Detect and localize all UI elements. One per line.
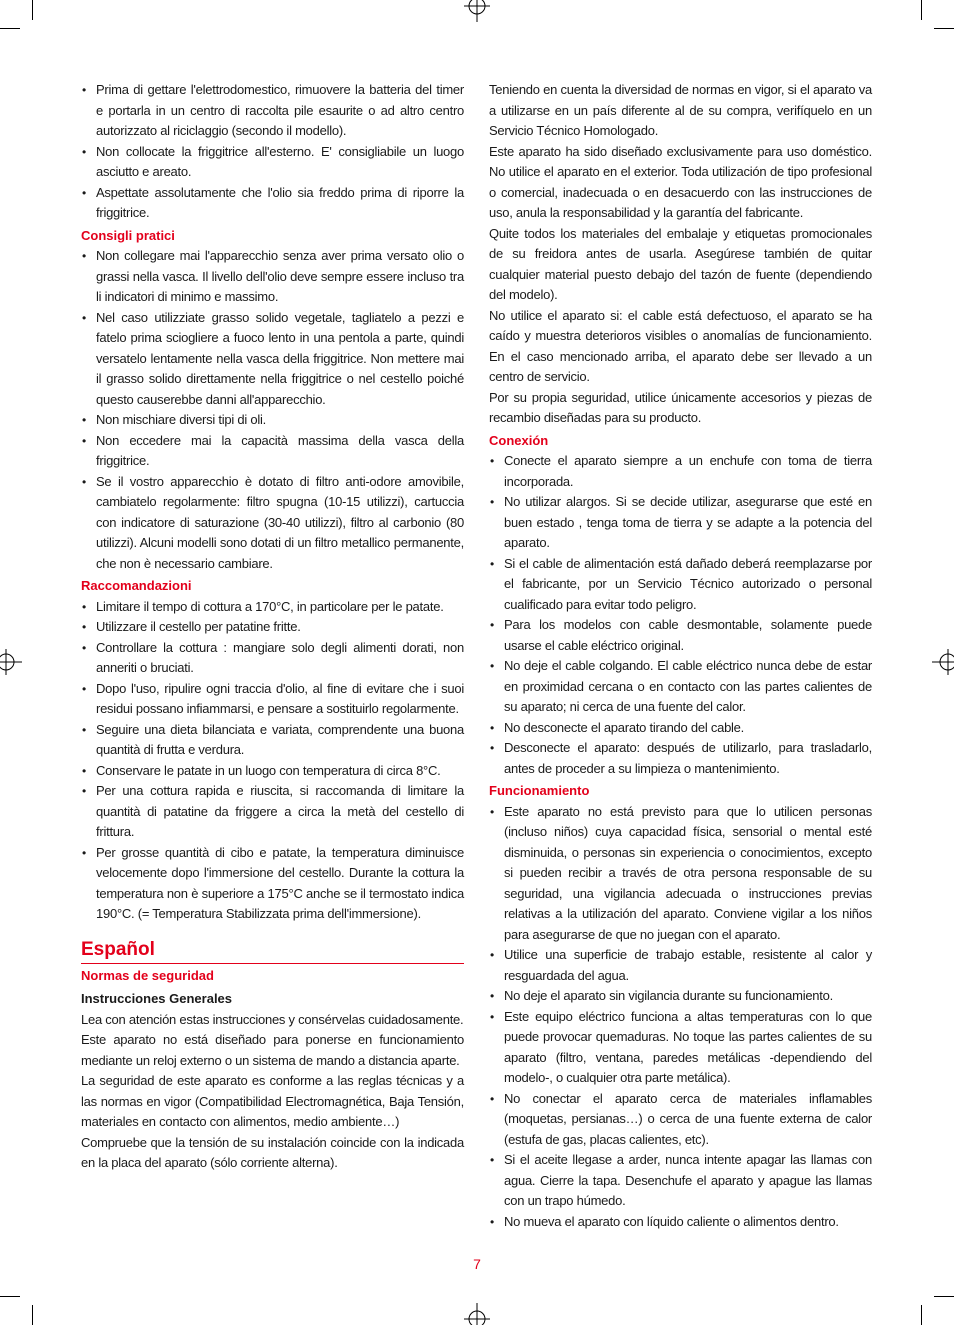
conexion-list: [489, 451, 872, 779]
section-heading-funcionamiento: Funcionamiento: [489, 783, 590, 798]
list-item: • Se il vostro apparecchio è dotato di filtro anti-odore amovibile, cambiatelo regolarmente: filtro spugna (10-15 utilizzi), cartuccia con indicatore di saturazione (30-40 utilizzi), filtro al carbonio (80 utilizzi). Alcuni modelli sono dotati di un filtro metallico permanente, che non è necessario cambiare.: [81, 472, 464, 575]
paragraph: Este aparato no está diseñado para ponerse en funcionamiento mediante un reloj externo o un sistema de mando a distancia aparte.: [81, 1032, 464, 1068]
paragraph: Por su propia seguridad, utilice únicamente accesorios y piezas de recambio diseñadas para su producto.: [489, 389, 872, 425]
consigli-list: [81, 246, 464, 574]
section-heading-raccomandazioni: Raccomandazioni: [81, 578, 192, 593]
list-item: • Este aparato no está previsto para que lo utilicen personas (incluso niños) cuya capacidad física, sensorial o mental esté disminuida, o personas sin experiencia o conocimientos, excepto si pueden recibir a través de otra persona responsable de su seguridad, una vigilancia adecuada o instrucciones previas relativas a la utilización del aparato. Conviene vigilar a los niños para asegurarse de que no juegan con el aparato.: [489, 802, 872, 946]
list-item: • Dopo l'uso, ripulire ogni traccia d'olio, al fine di evitare che i suoi residui possano infiammarsi, e pensare a sostituirlo regolarmente.: [81, 679, 464, 720]
left-column: [81, 80, 464, 1174]
list-item: • Utilice una superficie de trabajo estable, resistente al calor y resguardada del agua.: [489, 945, 872, 986]
paragraph: Este aparato ha sido diseñado exclusivamente para uso doméstico. No utilice el aparato en el exterior. Toda utilización de tipo profesional o comercial, inadecuada o en desacuerdo con las instrucciones de uso, anula la responsabilidad y la garantía del fabricante.: [489, 143, 872, 220]
list-item: • No deje el aparato sin vigilancia durante su funcionamiento.: [489, 986, 872, 1007]
language-title: Español: [81, 938, 464, 964]
list-item: • Este equipo eléctrico funciona a altas temperaturas con lo que puede provocar quemaduras. No toque las partes calientes de su aparato (filtro, ventana, paredes metálicas -dependiendo del modelo-, o cualquier otra parte metálica).: [489, 1007, 872, 1089]
list-item: • No utilizar alargos. Si se decide utilizar, asegurarse que esté en buen estado , tenga toma de tierra y se adapte a la potencia del aparato.: [489, 492, 872, 554]
list-item: • Conservare le patate in un luogo con temperatura di circa 8°C.: [81, 761, 464, 782]
list-item: • Per grosse quantità di cibo e patate, la temperatura diminuisce velocemente dopo l'immersione del cestello. Durante la cottura la temperatura non è superiore a 175°C anche se il termostato indica 190°C. (= Temperatura Stabilizzata prima dell'immersione).: [81, 843, 464, 925]
list-item: • Non mischiare diversi tipi di oli.: [81, 410, 464, 431]
registration-mark-left: [0, 647, 22, 677]
paragraph: La seguridad de este aparato es conforme a las reglas técnicas y a las normas en vigor (Compatibilidad Electromagnética, Baja Tensión, materiales en contacto con alimentos, medio ambiente…): [81, 1073, 464, 1129]
paragraph: Teniendo en cuenta la diversidad de normas en vigor, si el aparato va a utilizarse en un país diferente al de su compra, verifíquelo en un Servicio Técnico Homologado.: [489, 82, 872, 138]
section-heading-normas: Normas de seguridad: [81, 967, 214, 983]
section-heading-conexion: Conexión: [489, 432, 549, 448]
list-item: • Controllare la cottura : mangiare solo degli alimenti dorati, non anneriti o bruciati.: [81, 638, 464, 679]
registration-mark-top: [462, 0, 492, 22]
page-number: 7: [473, 1256, 481, 1272]
list-item: • Para los modelos con cable desmontable, solamente puede usarse el cable eléctrico original.: [489, 615, 872, 656]
list-item: • No desconecte el aparato tirando del cable.: [489, 718, 872, 739]
list-item: • Nel caso utilizziate grasso solido vegetale, tagliatelo a pezzi e fatelo prima sciogliere a fuoco lento in una pentola a parte, quindi versatelo lentamente nella vasca della friggitrice. Non mettere mai il grasso solido direttamente nella friggitrice o nel cestello poiché questo causerebbe danni all'apparecchio.: [81, 308, 464, 411]
list-item: • Si el aceite llegase a arder, nunca intente apagar las llamas con agua. Cierre la tapa. Desenchufe el aparato y apague las llamas con un trapo húmedo.: [489, 1150, 872, 1212]
list-item: • Per una cottura rapida e riuscita, si raccomanda di limitare la quantità di patatine da friggere a circa la metà del cestello di frittura.: [81, 781, 464, 843]
list-item: • Non collocate la friggitrice all'esterno. E' consigliabile un luogo asciutto e areato.: [81, 142, 464, 183]
list-item: • No conectar el aparato cerca de materiales inflamables (moquetas, persianas…) o cerca de una fuente externa de calor (estufa de gas, placas calientes, etc).: [489, 1089, 872, 1151]
raccomandazioni-list: [81, 597, 464, 925]
list-item: • Utilizzare il cestello per patatine fritte.: [81, 617, 464, 638]
list-item: • Conecte el aparato siempre a un enchufe con toma de tierra incorporada.: [489, 451, 872, 492]
registration-mark-bottom: [462, 1303, 492, 1325]
list-item: • Aspettate assolutamente che l'olio sia freddo prima di riporre la friggitrice.: [81, 183, 464, 224]
paragraph: Compruebe que la tensión de su instalación coincide con la indicada en la placa del aparato (sólo corriente alterna).: [81, 1134, 464, 1170]
list-item: • Non collegare mai l'apparecchio senza aver prima versato olio o grassi nella vasca. Il livello dell'olio deve sempre essere incluso tra li indicatori di minimo e massimo.: [81, 246, 464, 308]
right-column: [489, 80, 872, 1232]
list-item: • Si el cable de alimentación está dañado deberá reemplazarse por el fabricante, por un Servicio Técnico autorizado o personal cualificado para evitar todo peligro.: [489, 554, 872, 616]
list-item: • Limitare il tempo di cottura a 170°C, in particolare per le patate.: [81, 597, 464, 618]
paragraph: Lea con atención estas instrucciones y consérvelas cuidadosamente.: [81, 1011, 464, 1027]
paragraph: Quite todos los materiales del embalaje y etiquetas promocionales de su freidora antes de usarla. Asegúrese también de quitar cualquier material puesto debajo del tazón de fuente (dependiendo del modelo).: [489, 225, 872, 302]
subheading-instrucciones: Instrucciones Generales: [81, 991, 233, 1006]
section-heading-consigli: Consigli pratici: [81, 227, 175, 243]
list-item: • No mueva el aparato con líquido caliente o alimentos dentro.: [489, 1212, 872, 1233]
list-item: • Seguire una dieta bilanciata e variata, comprendente una buona quantità di frutta e verdura.: [81, 720, 464, 761]
funcionamiento-list: [489, 802, 872, 1233]
list-item: • Non eccedere mai la capacità massima della vasca della friggitrice.: [81, 431, 464, 472]
list-item: • Desconecte el aparato: después de utilizarlo, para trasladarlo, antes de proceder a su limpieza o mantenimiento.: [489, 738, 872, 779]
list-item: • Prima di gettare l'elettrodomestico, rimuovere la batteria del timer e portarla in un centro di raccolta pile esaurite o ad altro centro autorizzato al riciclaggio (secondo il modello).: [81, 80, 464, 142]
registration-mark-right: [932, 647, 954, 677]
list-item: • No deje el cable colgando. El cable eléctrico nunca debe de estar en proximidad cercana o en contacto con las partes calientes de su aparato; ni cerca de una fuente del calor.: [489, 656, 872, 718]
disposal-list: [81, 80, 464, 224]
paragraph: No utilice el aparato si: el cable está defectuoso, el aparato se ha caído y muestra deterioros visibles o anomalías de funcionamiento. En el caso mencionado arriba, el aparato debe ser llevado a un centro de servicio.: [489, 307, 872, 384]
